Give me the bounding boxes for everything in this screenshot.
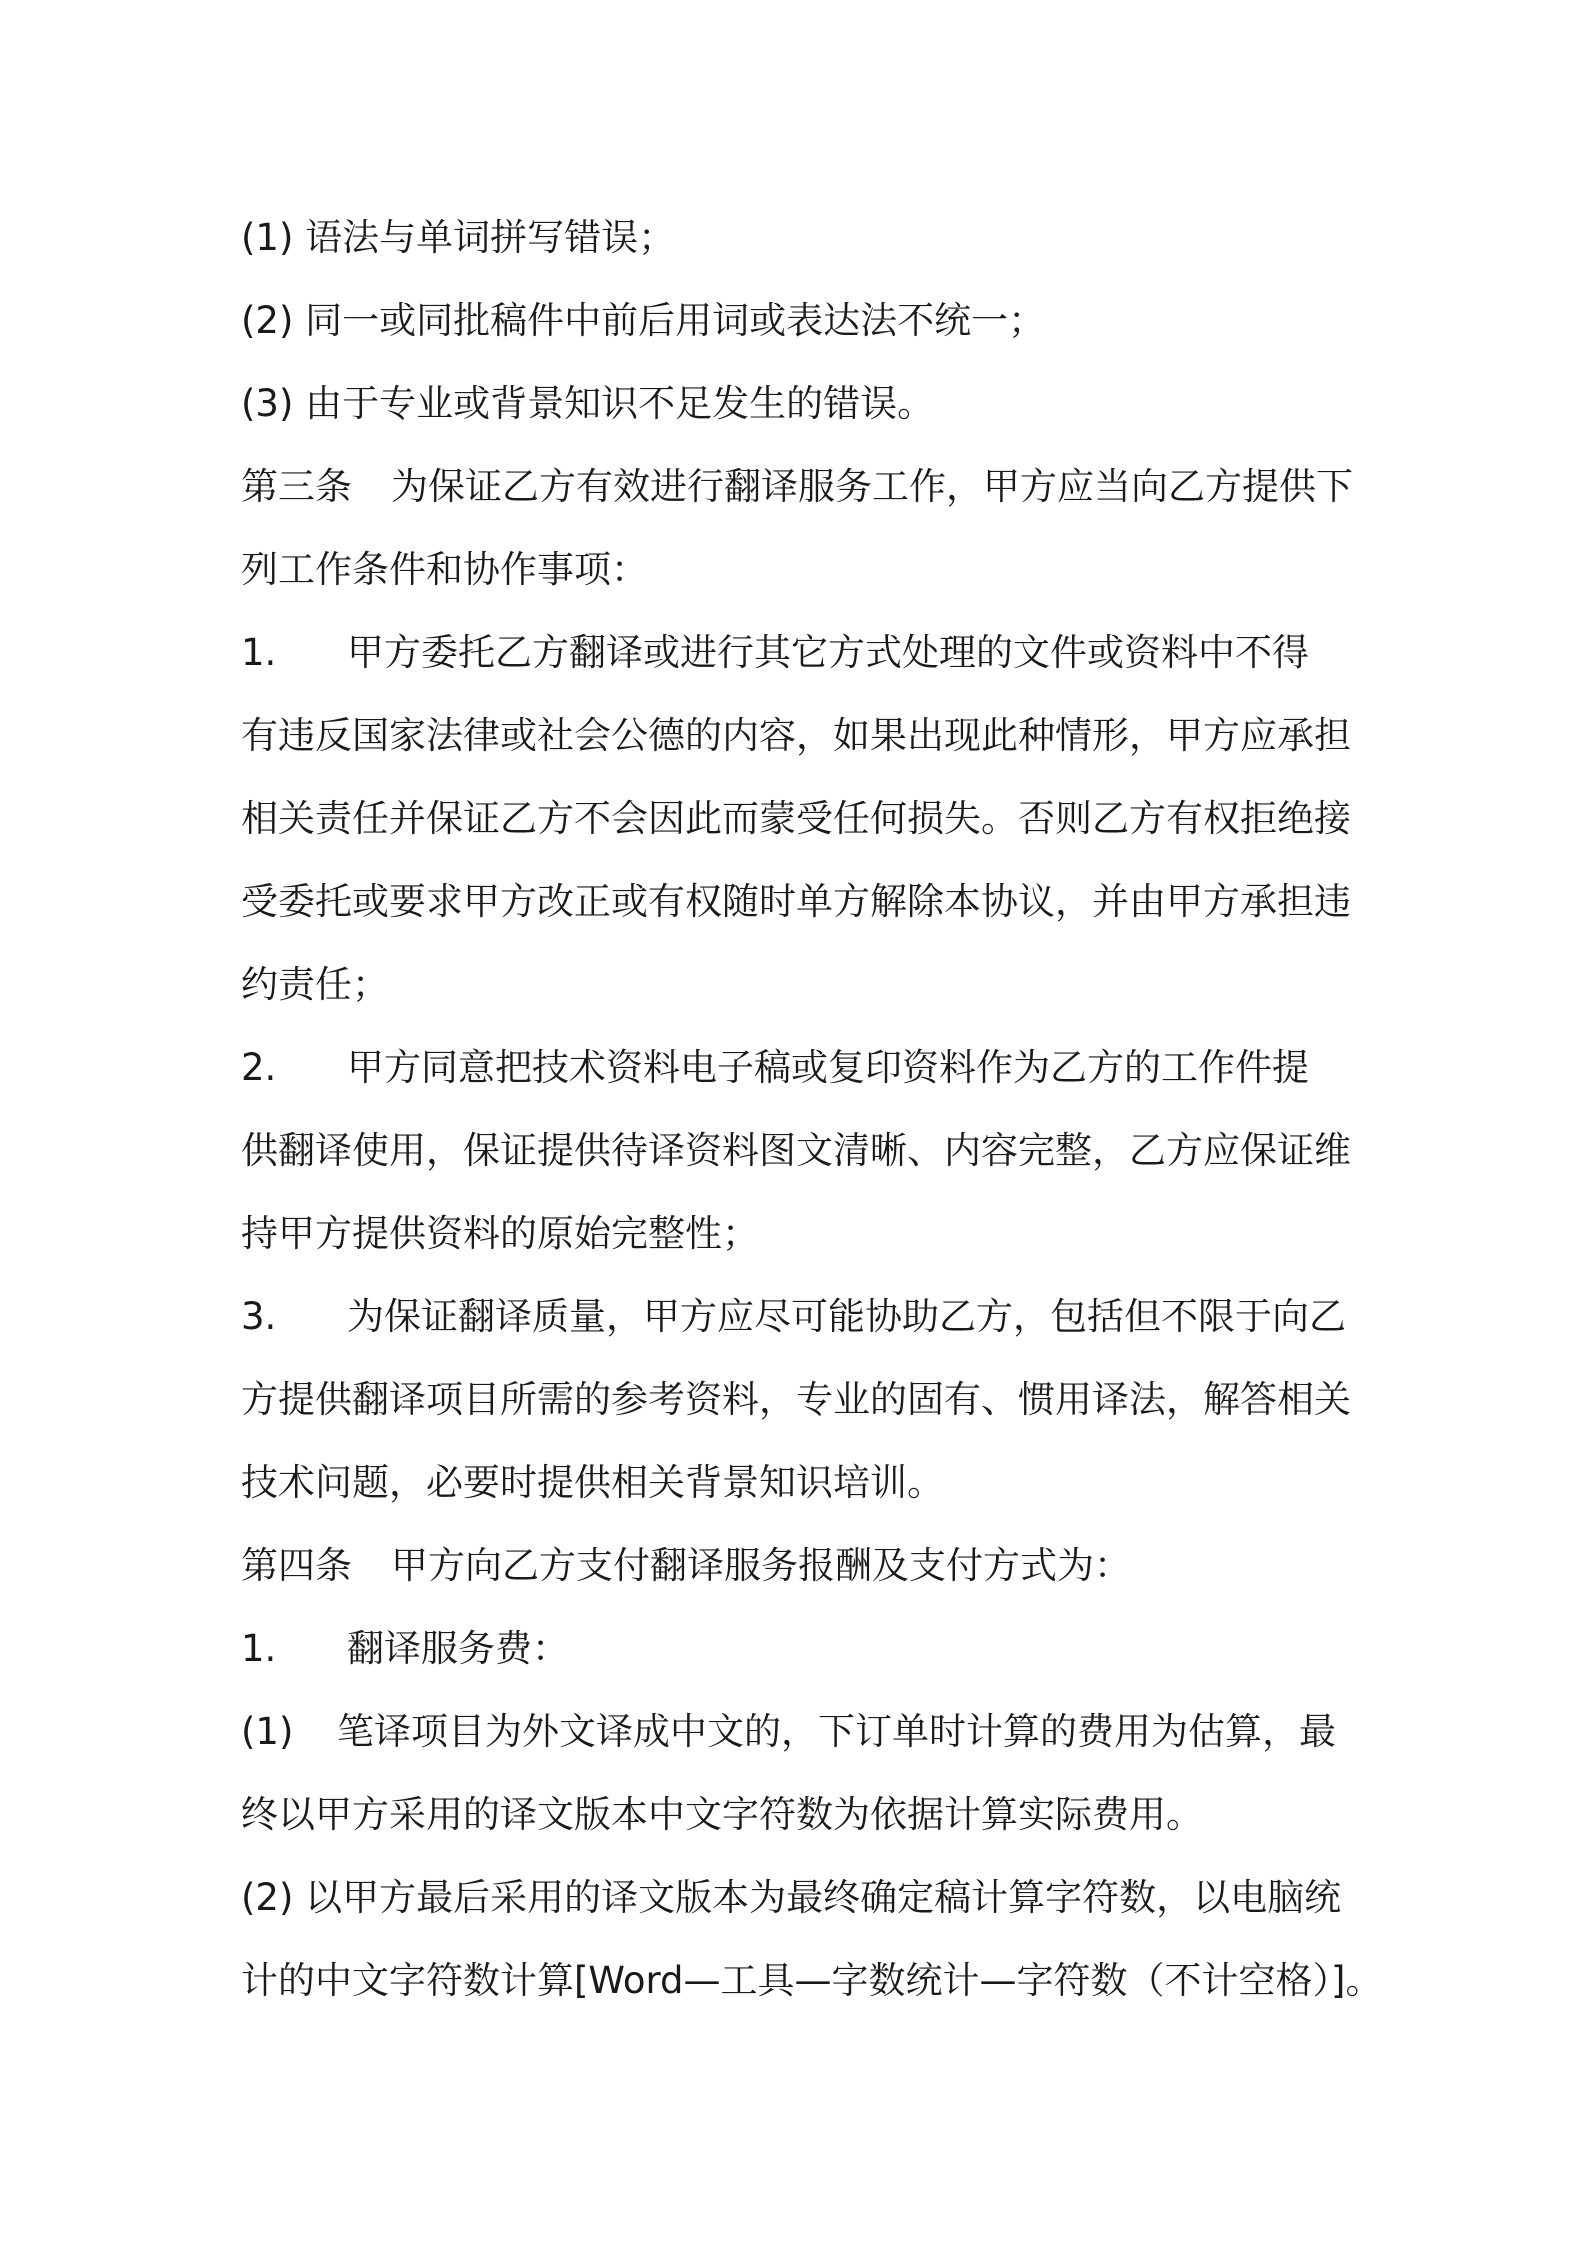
article-heading	[241, 445, 1361, 528]
numbered-item	[241, 1607, 1361, 1690]
article-heading	[241, 1524, 1361, 1607]
sub-item-text: 笔译项目为外文译成中文的，下订单时计算的费用为估算，最	[337, 1710, 1336, 1753]
item-number: 1.	[241, 1627, 277, 1670]
paragraph-line: 受委托或要求甲方改正或有权随时单方解除本协议，并由甲方承担违	[241, 880, 1351, 923]
paragraph-line: 方提供翻译项目所需的参考资料，专业的固有、惯用译法，解答相关	[241, 1378, 1351, 1421]
article-text: 为保证乙方有效进行翻译服务工作，甲方应当向乙方提供下	[391, 465, 1353, 508]
article-label: 第四条	[241, 1544, 352, 1587]
list-item: (2) 同一或同批稿件中前后用词或表达法不统一；	[241, 299, 1046, 342]
sub-item-number: (1)	[241, 1710, 294, 1753]
item-text: 甲方同意把技术资料电子稿或复印资料作为乙方的工作件提	[347, 1046, 1309, 1089]
document-page	[241, 196, 1383, 2022]
item-text: 甲方委托乙方翻译或进行其它方式处理的文件或资料中不得	[347, 631, 1309, 674]
item-number: 2.	[241, 1046, 277, 1089]
paragraph-line: 供翻译使用，保证提供待译资料图文清晰、内容完整，乙方应保证维	[241, 1129, 1351, 1172]
item-number: 3.	[241, 1295, 277, 1338]
article-label: 第三条	[241, 465, 352, 508]
item-text: 翻译服务费：	[347, 1627, 569, 1670]
numbered-item	[241, 1275, 1361, 1358]
list-item: (1) 语法与单词拼写错误；	[241, 216, 676, 259]
paragraph-line: 技术问题，必要时提供相关背景知识培训。	[241, 1461, 944, 1504]
list-item: (3) 由于专业或背景知识不足发生的错误。	[241, 382, 935, 425]
paragraph-line: 终以甲方采用的译文版本中文字符数为依据计算实际费用。	[241, 1793, 1203, 1836]
sub-item: (2) 以甲方最后采用的译文版本为最终确定稿计算字符数，以电脑统	[241, 1876, 1342, 1919]
sub-item	[241, 1690, 1361, 1773]
paragraph-line: 列工作条件和协作事项：	[241, 548, 648, 591]
numbered-item	[241, 1026, 1361, 1109]
paragraph-line: 约责任；	[241, 963, 389, 1006]
paragraph-line: 有违反国家法律或社会公德的内容，如果出现此种情形，甲方应承担	[241, 714, 1351, 757]
item-number: 1.	[241, 631, 277, 674]
paragraph-line: 持甲方提供资料的原始完整性；	[241, 1212, 759, 1255]
article-text: 甲方向乙方支付翻译服务报酬及支付方式为：	[391, 1544, 1131, 1587]
paragraph-line: 计的中文字符数计算[Word—工具—字数统计—字符数（不计空格）]。	[241, 1959, 1383, 2002]
paragraph-line: 相关责任并保证乙方不会因此而蒙受任何损失。否则乙方有权拒绝接	[241, 797, 1351, 840]
item-text: 为保证翻译质量，甲方应尽可能协助乙方，包括但不限于向乙	[347, 1295, 1346, 1338]
numbered-item	[241, 611, 1361, 694]
